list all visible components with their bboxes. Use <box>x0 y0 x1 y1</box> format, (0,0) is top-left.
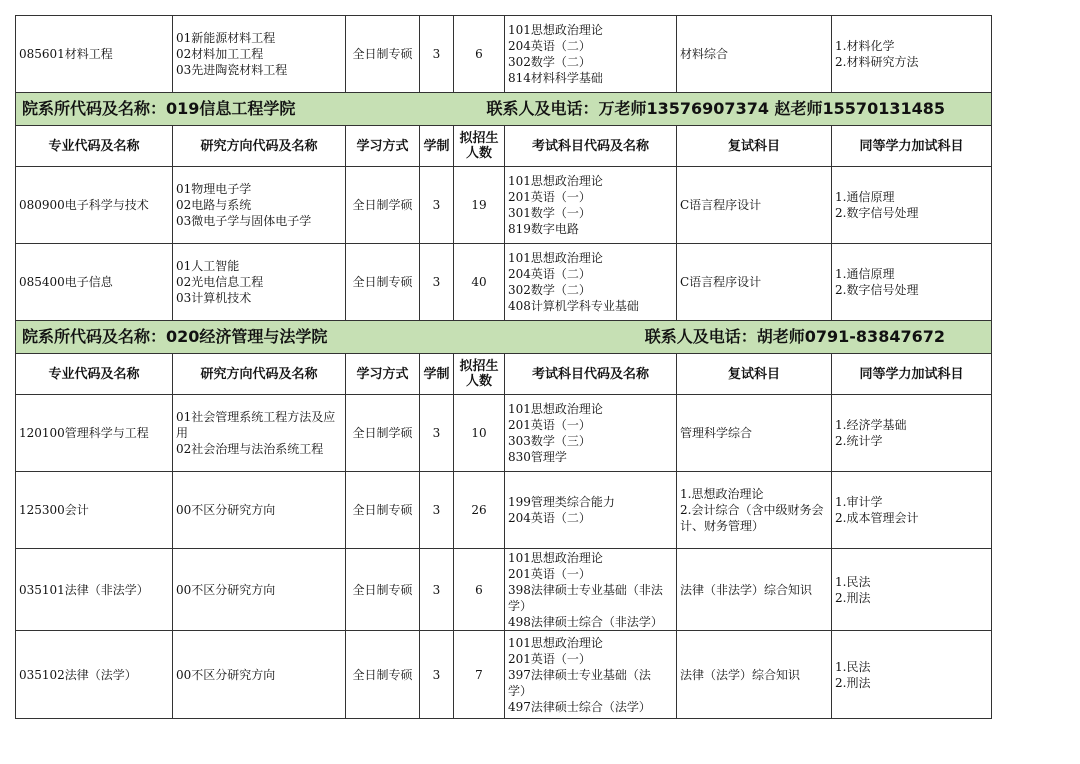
direction-cell: 01物理电子学 02电路与系统 03微电子学与固体电子学 <box>173 167 346 244</box>
extra-cell: 1.经济学基础 2.统计学 <box>832 395 992 472</box>
exam-cell: 101思想政治理论 201英语（一） 398法律硕士专业基础（非法学） 498法律硕士综合（非法学） <box>505 549 677 631</box>
header-retest: 复试科目 <box>677 354 832 395</box>
years-cell: 3 <box>420 244 454 321</box>
section-contact: 联系人及电话：胡老师0791-83847672 <box>644 327 945 346</box>
exam-cell: 101思想政治理论 201英语（一） 301数学（一） 819数字电路 <box>505 167 677 244</box>
mode-cell: 全日制专硕 <box>346 244 420 321</box>
retest-cell: 材料综合 <box>677 16 832 93</box>
years-cell: 3 <box>420 472 454 549</box>
major-cell: 085601材料工程 <box>16 16 173 93</box>
mode-cell: 全日制学硕 <box>346 395 420 472</box>
admissions-table <box>15 15 992 719</box>
direction-cell: 01社会管理系统工程方法及应用 02社会治理与法治系统工程 <box>173 395 346 472</box>
mode-cell: 全日制专硕 <box>346 472 420 549</box>
table-row <box>16 167 992 244</box>
quota-cell: 6 <box>454 549 505 631</box>
major-cell: 035102法律（法学） <box>16 631 173 719</box>
table-row <box>16 631 992 719</box>
years-cell: 3 <box>420 549 454 631</box>
retest-cell: C语言程序设计 <box>677 167 832 244</box>
table-row <box>16 16 992 93</box>
header-exam: 考试科目代码及名称 <box>505 354 677 395</box>
header-extra: 同等学力加试科目 <box>832 126 992 167</box>
extra-cell: 1.民法 2.刑法 <box>832 631 992 719</box>
extra-cell: 1.材料化学 2.材料研究方法 <box>832 16 992 93</box>
direction-cell: 00不区分研究方向 <box>173 472 346 549</box>
retest-cell: 1.思想政治理论 2.会计综合（含中级财务会计、财务管理） <box>677 472 832 549</box>
quota-cell: 19 <box>454 167 505 244</box>
table-row <box>16 549 992 631</box>
mode-cell: 全日制专硕 <box>346 549 420 631</box>
header-years: 学制 <box>420 354 454 395</box>
header-mode: 学习方式 <box>346 354 420 395</box>
retest-cell: 管理科学综合 <box>677 395 832 472</box>
header-extra: 同等学力加试科目 <box>832 354 992 395</box>
exam-cell: 101思想政治理论 201英语（一） 303数学（三） 830管理学 <box>505 395 677 472</box>
column-header-row <box>16 354 992 395</box>
major-cell: 125300会计 <box>16 472 173 549</box>
header-major: 专业代码及名称 <box>16 126 173 167</box>
table-row <box>16 472 992 549</box>
extra-cell: 1.民法 2.刑法 <box>832 549 992 631</box>
header-major: 专业代码及名称 <box>16 354 173 395</box>
quota-cell: 10 <box>454 395 505 472</box>
mode-cell: 全日制专硕 <box>346 631 420 719</box>
header-quota: 拟招生 人数 <box>454 126 505 167</box>
direction-cell: 00不区分研究方向 <box>173 631 346 719</box>
exam-cell: 101思想政治理论 201英语（一） 397法律硕士专业基础（法学） 497法律硕士综合（法学） <box>505 631 677 719</box>
quota-cell: 40 <box>454 244 505 321</box>
section-title: 院系所代码及名称：020经济管理与法学院 <box>22 327 328 346</box>
years-cell: 3 <box>420 167 454 244</box>
header-years: 学制 <box>420 126 454 167</box>
direction-cell: 01人工智能 02光电信息工程 03计算机技术 <box>173 244 346 321</box>
years-cell: 3 <box>420 631 454 719</box>
direction-cell: 01新能源材料工程 02材料加工工程 03先进陶瓷材料工程 <box>173 16 346 93</box>
quota-cell: 6 <box>454 16 505 93</box>
section-header <box>16 93 992 126</box>
mode-cell: 全日制学硕 <box>346 167 420 244</box>
header-retest: 复试科目 <box>677 126 832 167</box>
quota-cell: 7 <box>454 631 505 719</box>
section-contact: 联系人及电话：万老师13576907374 赵老师15570131485 <box>486 99 945 118</box>
section-header <box>16 321 992 354</box>
extra-cell: 1.通信原理 2.数字信号处理 <box>832 167 992 244</box>
retest-cell: C语言程序设计 <box>677 244 832 321</box>
exam-cell: 101思想政治理论 204英语（二） 302数学（二） 408计算机学科专业基础 <box>505 244 677 321</box>
exam-cell: 101思想政治理论 204英语（二） 302数学（二） 814材料科学基础 <box>505 16 677 93</box>
major-cell: 035101法律（非法学） <box>16 549 173 631</box>
column-header-row <box>16 126 992 167</box>
retest-cell: 法律（非法学）综合知识 <box>677 549 832 631</box>
header-quota: 拟招生 人数 <box>454 354 505 395</box>
header-exam: 考试科目代码及名称 <box>505 126 677 167</box>
header-mode: 学习方式 <box>346 126 420 167</box>
extra-cell: 1.通信原理 2.数字信号处理 <box>832 244 992 321</box>
exam-cell: 199管理类综合能力 204英语（二） <box>505 472 677 549</box>
extra-cell: 1.审计学 2.成本管理会计 <box>832 472 992 549</box>
direction-cell: 00不区分研究方向 <box>173 549 346 631</box>
major-cell: 085400电子信息 <box>16 244 173 321</box>
major-cell: 120100管理科学与工程 <box>16 395 173 472</box>
major-cell: 080900电子科学与技术 <box>16 167 173 244</box>
retest-cell: 法律（法学）综合知识 <box>677 631 832 719</box>
header-direction: 研究方向代码及名称 <box>173 126 346 167</box>
table-row <box>16 395 992 472</box>
section-title: 院系所代码及名称：019信息工程学院 <box>22 99 296 118</box>
mode-cell: 全日制专硕 <box>346 16 420 93</box>
header-direction: 研究方向代码及名称 <box>173 354 346 395</box>
table-row <box>16 244 992 321</box>
quota-cell: 26 <box>454 472 505 549</box>
years-cell: 3 <box>420 395 454 472</box>
years-cell: 3 <box>420 16 454 93</box>
